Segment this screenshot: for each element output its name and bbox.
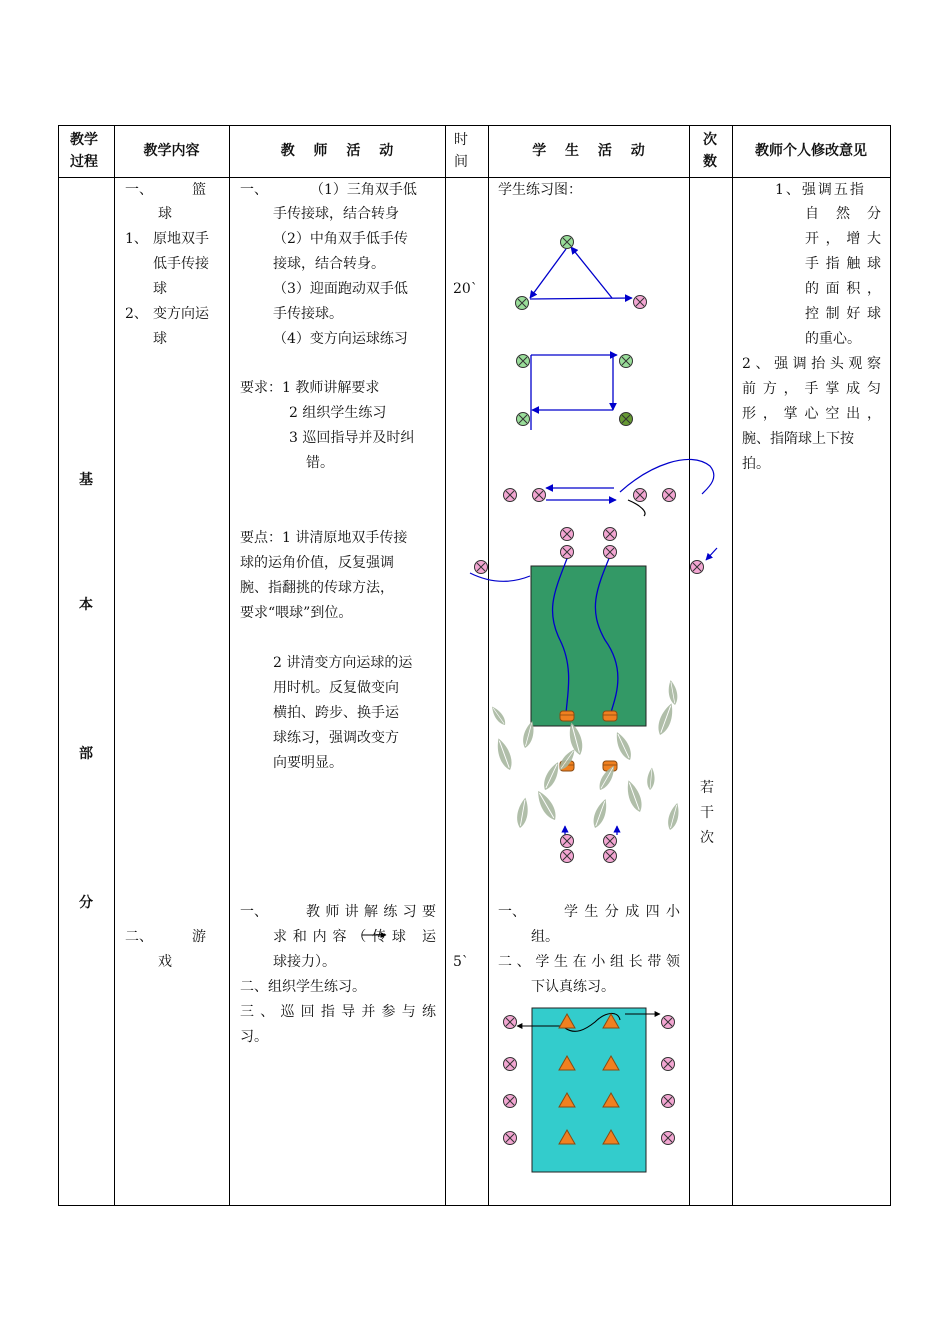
dribble-court-diagram: [470, 528, 717, 863]
teacher-keypoint2-line1: 2 讲清变方向运球的运: [273, 655, 413, 671]
player-icon: [691, 561, 704, 574]
student-game1-line1: 组。: [531, 929, 559, 945]
header-time: 时间: [454, 132, 468, 170]
notes-1-line5: 的面积，: [805, 281, 881, 297]
player-icon: [604, 546, 617, 559]
notes-1-line4: 手指触球: [805, 256, 881, 272]
section-label-3: 部: [79, 746, 93, 762]
notes-1-line3: 开，增大: [805, 231, 881, 247]
line-pass-diagram: [504, 459, 714, 516]
notes-1-line2: 自 然 分: [805, 206, 881, 222]
player-icon: [662, 1016, 675, 1029]
teacher-part1-line4: （3）迎面跑动双手低: [273, 281, 408, 297]
content-item2-line1: 变方向运: [153, 306, 209, 322]
section-label-4: 分: [79, 895, 93, 911]
teacher-part1-line5: 手传接球。: [273, 306, 343, 322]
count-text-2: 干: [700, 805, 714, 821]
player-icon: [517, 355, 530, 368]
header-content: 教学内容: [143, 143, 200, 159]
content-item2-line2: 球: [153, 331, 167, 347]
teacher-part1-line6: （4）变方向运球练习: [273, 331, 408, 347]
cone-icon: [603, 711, 617, 721]
cone-icon: [559, 1014, 575, 1028]
section-label-2: 本: [79, 597, 93, 613]
header-count: 次数: [703, 132, 717, 170]
notes-2-line2: 前方，手掌成匀: [742, 381, 881, 397]
student-game1-line0: 学生分成四小: [564, 904, 680, 920]
time-basketball: 20`: [453, 281, 478, 297]
player-icon: [504, 1095, 517, 1108]
player-icon: [475, 561, 488, 574]
notes-2-line5: 拍。: [742, 456, 770, 472]
teacher-requirement-2: 2 组织学生练习: [289, 405, 387, 421]
content-item1-line3: 球: [153, 281, 167, 297]
content-basketball-title: 篮: [192, 182, 206, 198]
table-top-border: [58, 125, 891, 126]
leaf-decoration: [489, 679, 681, 831]
cone-icon: [603, 761, 617, 771]
col-border-5: [689, 125, 690, 1206]
teacher-part1-number: 一、: [240, 182, 268, 198]
teacher-keypoint2-line4: 球练习，强调改变方: [273, 730, 399, 746]
player-icon: [533, 489, 546, 502]
notes-1-line7: 的重心。: [805, 331, 861, 347]
player-icon: [634, 296, 647, 309]
content-item2-number: 2、: [125, 306, 148, 322]
notes-2-line1: 2、强调抬头观察: [742, 356, 881, 372]
teacher-requirement-head: 要求：1 教师讲解要求: [240, 380, 380, 396]
content-game-title: 游: [192, 929, 206, 945]
col-border-3: [445, 125, 446, 1206]
time-game: 5`: [453, 954, 469, 970]
cone-icon: [559, 1093, 575, 1107]
header-notes: 教师个人修改意见: [755, 143, 867, 159]
col-border-0: [58, 125, 59, 1206]
content-basketball-number: 一、: [125, 182, 153, 198]
player-icon: [561, 528, 574, 541]
cone-icon: [603, 1056, 619, 1070]
content-basketball-title2: 球: [158, 206, 172, 222]
teacher-requirement-3: 3 巡回指导并及时纠: [289, 430, 415, 446]
player-icon: [517, 413, 530, 426]
player-icon: [516, 297, 529, 310]
teacher-keypoint2-line5: 向要明显。: [273, 755, 343, 771]
content-item1-line2: 低手传接: [153, 256, 209, 272]
section-label-1: 基: [79, 472, 93, 488]
student-game2-line1: 下认真练习。: [531, 979, 615, 995]
player-icon: [604, 528, 617, 541]
notes-2-line4: 腕、指隋球上下按: [742, 431, 854, 447]
teacher-game1-line1: 求和内容（传球 运: [273, 929, 436, 945]
teacher-keypoint-line1: 要点：1 讲清原地双手传接: [240, 530, 408, 546]
notes-1-line6: 控制好球: [805, 306, 881, 322]
teacher-game1-number: 一、: [240, 904, 268, 920]
teacher-requirement-3b: 错。: [306, 455, 334, 471]
teacher-keypoint2-line3: 横拍、跨步、换手运: [273, 705, 399, 721]
player-icon: [662, 1058, 675, 1071]
triangle-pass-diagram: [516, 236, 647, 310]
teacher-part1-line1: 手传接球，结合转身: [273, 206, 399, 222]
count-text-3: 次: [700, 830, 714, 846]
teacher-game1-line2: 球接力）。: [273, 954, 336, 970]
teacher-game1-line0: 教师讲解练习要: [306, 904, 436, 920]
content-game-number: 二、: [125, 929, 153, 945]
player-icon: [604, 835, 617, 848]
player-icon: [561, 850, 574, 863]
square-pass-diagram: [517, 355, 633, 431]
content-item1-line1: 原地双手: [153, 231, 209, 247]
teacher-game3-line1: 习。: [240, 1029, 268, 1045]
col-border-6: [732, 125, 733, 1206]
teacher-part1-line3: 接球，结合转身。: [273, 256, 385, 272]
col-border-4: [488, 125, 489, 1206]
cone-icon: [603, 1014, 619, 1028]
cone-icon: [560, 761, 574, 771]
player-icon: [662, 1095, 675, 1108]
cone-icon: [559, 1056, 575, 1070]
player-icon: [604, 850, 617, 863]
player-icon: [504, 1058, 517, 1071]
player-icon: [620, 413, 633, 426]
player-icon: [663, 489, 676, 502]
notes-2-line3: 形，掌心空出，: [742, 406, 881, 422]
teacher-keypoint-line4: 要求“喂球”到位。: [240, 605, 353, 621]
player-icon: [504, 1016, 517, 1029]
header-process: 教学过程: [70, 132, 98, 170]
teacher-game2: 二、组织学生练习。: [240, 979, 366, 995]
cone-icon: [603, 1093, 619, 1107]
player-icon: [561, 835, 574, 848]
col-border-7: [890, 125, 891, 1206]
player-icon: [620, 355, 633, 368]
col-border-1: [114, 125, 115, 1206]
teacher-part1-line2: （2）中角双手低手传: [273, 231, 408, 247]
header-teacher: 教 师 活 动: [280, 143, 394, 159]
teacher-keypoint2-line2: 用时机。反复做变向: [273, 680, 399, 696]
player-icon: [504, 489, 517, 502]
cone-icon: [603, 1130, 619, 1144]
player-icon: [662, 1132, 675, 1145]
player-icon: [561, 546, 574, 559]
player-icon: [561, 236, 574, 249]
teacher-keypoint-line3: 腕、指翻挑的传球方法，: [240, 580, 394, 596]
notes-1-line1: 1、强调五指: [775, 182, 866, 198]
header-bottom-border: [58, 177, 891, 178]
cone-icon: [560, 711, 574, 721]
header-student: 学 生 活 动: [532, 143, 645, 159]
student-game2-line0: 二、学生在小组长带领: [498, 954, 680, 970]
count-text-1: 若: [700, 780, 714, 796]
relay-game-diagram: [504, 1008, 675, 1172]
teacher-game3-line0: 三、巡回指导并参与练: [240, 1004, 436, 1020]
content-item1-number: 1、: [125, 231, 148, 247]
player-icon: [504, 1132, 517, 1145]
cone-icon: [559, 1130, 575, 1144]
content-game-title2: 戏: [158, 954, 172, 970]
student-game1-number: 一、: [498, 904, 526, 920]
table-bottom-border: [58, 1205, 891, 1206]
col-border-2: [229, 125, 230, 1206]
teacher-part1-line0: （1）三角双手低: [310, 182, 417, 198]
player-icon: [634, 489, 647, 502]
teacher-keypoint-line2: 球的运角价值，反复强调: [240, 555, 394, 571]
student-diagram-title: 学生练习图：: [498, 182, 582, 198]
